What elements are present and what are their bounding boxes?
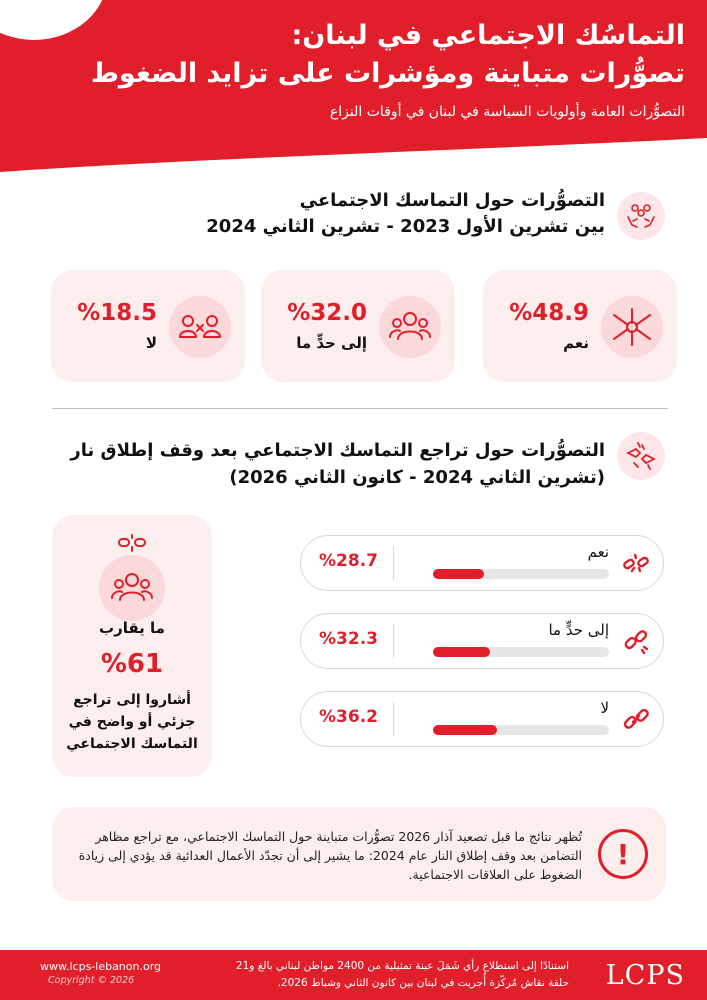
section-divider [52,408,668,409]
exclamation-icon: ! [598,829,648,879]
stat-card-yes [483,270,677,382]
footer-bar [0,950,707,1000]
summary-card [52,515,212,777]
summary-value: %61 [100,649,164,679]
section2-title-line1: التصوُّرات حول تراجع التماسك الاجتماعي بعد وقف إطلاق نار [70,440,605,461]
linked-hands-icon [601,296,663,358]
bar-row-value: %28.7 [319,551,378,571]
footer-methodology [199,958,569,992]
hands-community-icon [617,192,665,240]
summary-desc-line3: التماسك الاجتماعي [66,736,198,752]
stat-value: %32.0 [287,300,367,326]
broken-handshake-icon [617,432,665,480]
progress-fill [433,725,497,735]
bar-row-no [300,691,664,747]
bar-row-yes [300,535,664,591]
progress-track [433,569,609,579]
group-icon [379,296,441,358]
row-separator [393,546,394,580]
bar-row-value: %32.3 [319,629,378,649]
progress-fill [433,569,484,579]
bar-row-label: نعم [587,543,609,561]
bar-row-somewhat [300,613,664,669]
main-subtitle: التصوُّرات العامة وأولويات السياسة في لبنان في أوقات النزاع [329,104,685,120]
intact-chain-icon [621,704,651,734]
stat-card-somewhat [261,270,455,382]
progress-track [433,725,609,735]
main-title-line1: التماسُك الاجتماعي في لبنان: [291,20,685,51]
summary-desc-line2: جزئي أو واضح في [68,714,196,730]
summary-prefix: ما يقارب [99,619,165,637]
section1-title-line1: التصوُّرات حول التماسك الاجتماعي [299,190,605,211]
footer-text-line1: استنادًا إلى استطلاع رأي شَمَلَ عينة تمثيلية من 2400 مواطن لبناني بالغ و21 [235,960,569,972]
website-link[interactable]: www.lcps-lebanon.org [40,960,162,973]
broken-link-icon [104,531,160,555]
progress-track [433,647,609,657]
summary-description [52,689,212,755]
section2-title-line2: (تشرين الثاني 2024 - كانون الثاني 2026) [229,467,605,488]
header-banner [0,0,707,172]
stat-value: %18.5 [77,300,157,326]
footer-text-line2: حلقة نقاش مُركّزة أُجريت في لبنان بين كانون الثاني وشباط 2026. [277,977,569,989]
row-separator [393,702,394,736]
header-wave [0,130,707,172]
people-divided-icon [169,296,231,358]
stat-label: لا [145,334,157,352]
bar-row-label: إلى حدٍّ ما [548,621,609,639]
copyright-text: Copyright © 2026 [48,975,135,986]
section1-title-line2: بين تشرين الأول 2023 - تشرين الثاني 2024 [206,216,605,237]
note-text: تُظهر نتائج ما قبل تصعيد آذار 2026 تصوُّرات متباينة حول التماسك الاجتماعي، مع تراجع مظاهر التضامن بعد وقف إطلاق النار عام 2024: ما يشير إلى أن تجدّد الأعمال العدائية قد يؤدي إلى زيادة الضغوط على العلاقات الاجتماعية. [78,829,582,882]
stat-label: نعم [563,334,589,352]
note-box [52,807,666,901]
header-decor-blob [0,0,108,40]
lcps-logo: LCPS [605,960,685,991]
summary-desc-line1: أشاروا إلى تراجع [73,692,191,708]
stat-card-no [51,270,245,382]
bar-row-value: %36.2 [319,707,378,727]
main-title-line2: تصوُّرات متباينة ومؤشرات على تزايد الضغوط [90,58,685,89]
group-icon [99,555,165,621]
progress-fill [433,647,490,657]
stat-value: %48.9 [509,300,589,326]
broken-chain-icon [621,548,651,578]
bar-row-label: لا [600,699,609,717]
stat-label: إلى حدٍّ ما [296,334,367,352]
cracking-chain-icon [621,626,651,656]
row-separator [393,624,394,658]
